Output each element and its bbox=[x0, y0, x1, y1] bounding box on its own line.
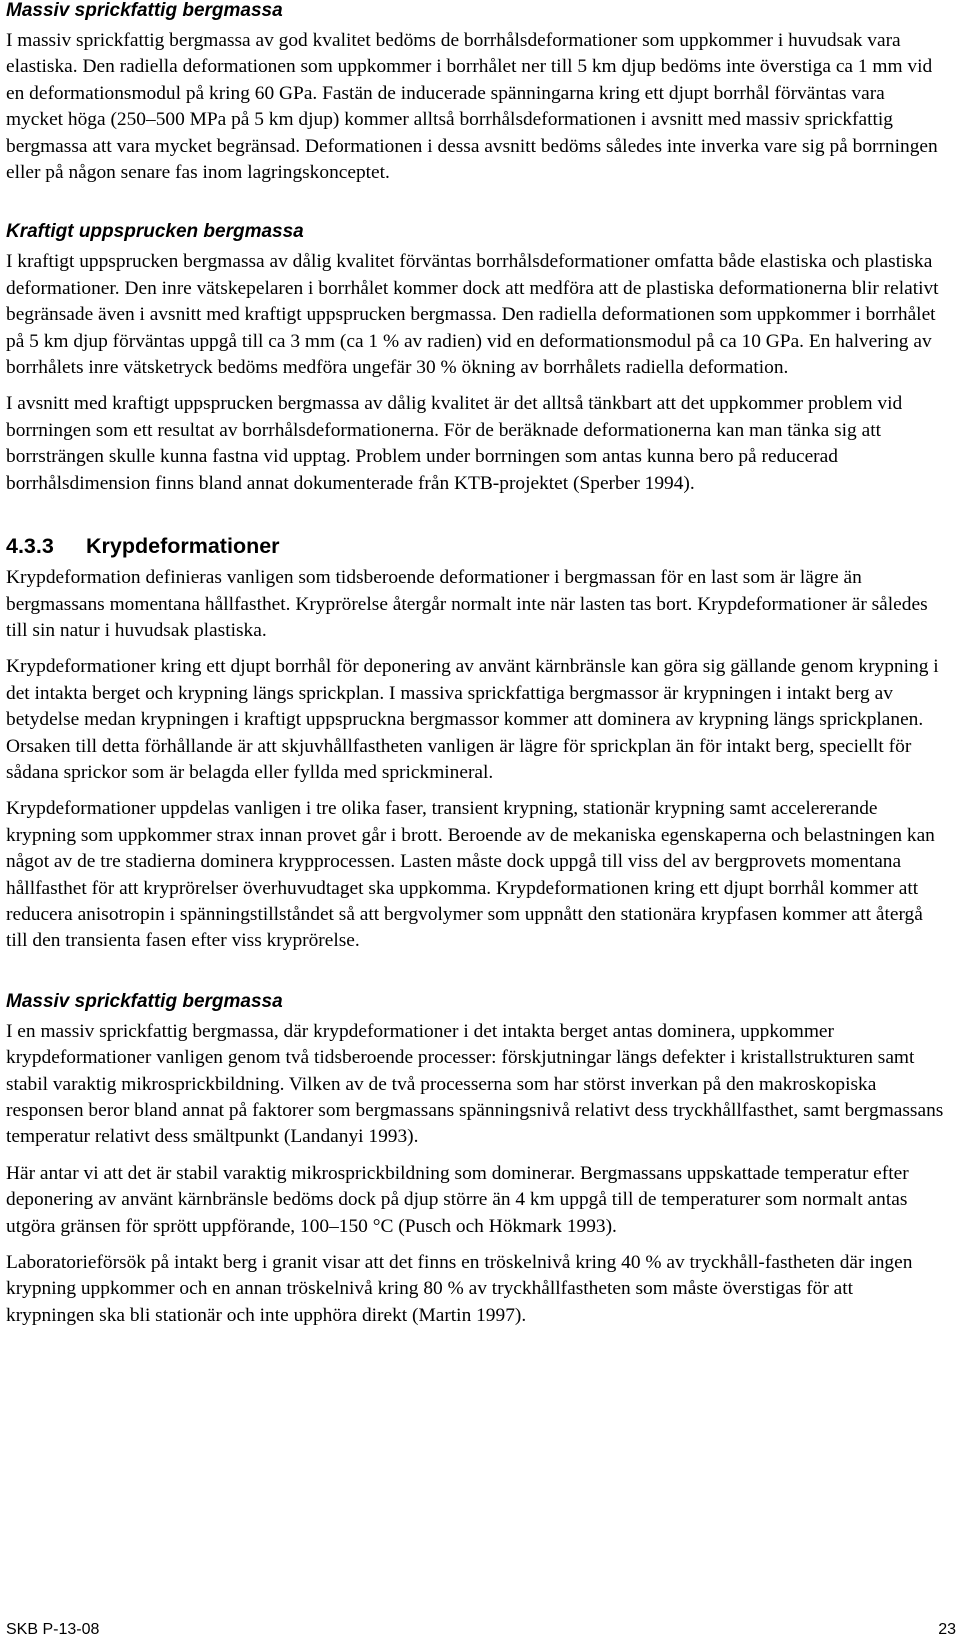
subsection-massiv-1 bbox=[6, 0, 946, 186]
page-number: 23 bbox=[938, 1621, 956, 1638]
paragraph: I massiv sprickfattig bergmassa av god kvalitet bedöms de borrhålsdeformationer som uppkommer i huvudsak vara elastiska. Den radiella deformationen som uppkommer i borrhålet ner till 5 km djup bedöms inte överstiga ca 1 mm vid en deformationsmodul på kring 60 GPa. Fastän de inducerade spänningarna kring ett djupt borrhål förväntas vara mycket höga (250–500 MPa på 5 km djup) kommer alltså borrhålsdeformationen i avsnitt med massiv sprickfattig bergmassa att vara mycket begränsad. Deformationen i dessa avsnitt bedöms således inte inverka vare sig på borrningen eller på någon senare fas inom lagringskonceptet. bbox=[6, 30, 938, 184]
section-number: 4.3.3 bbox=[6, 534, 54, 559]
paragraph: I kraftigt uppsprucken bergmassa av dålig kvalitet förväntas borrhålsdeformationer omfatta både elastiska och plastiska deformationer. Den inre vätskepelaren i borrhålet kommer dock att medföra att de plastiska deformationerna blir relativt begränsade även i avsnitt med kraftigt uppsprucken bergmassa. Den radiella deformationen som uppkommer i borrhålet på 5 km djup förväntas uppgå till ca 3 mm (ca 1 % av radien) vid en deformationsmodul på ca 10 GPa. En halvering av borrhålets inre vätsketryck bedöms medföra ungefär 30 % ökning av borrhålets radiella deformation. bbox=[6, 251, 939, 379]
paragraph: I avsnitt med kraftigt uppsprucken bergmassa av dålig kvalitet är det alltså tänkbart att det uppkommer problem vid borrningen som ett resultat av borrhålsdeformationerna. För de beräknade deformationerna kan man tänka sig att borrsträngen skulle kunna fastna vid upptag. Problem under borrningen som antas kunna bero på reducerad borrhålsdimension finns bland annat dokumenterade från KTB-projektet (Sperber 1994). bbox=[6, 393, 903, 494]
section-title: Krypdeformationer bbox=[86, 534, 280, 559]
section-heading bbox=[6, 533, 946, 559]
page-footer bbox=[6, 1620, 956, 1640]
subsection-heading: Massiv sprickfattig bergmassa bbox=[6, 990, 283, 1012]
paragraph: Krypdeformationer kring ett djupt borrhål för deponering av använt kärnbränsle kan göra sig gällande genom krypning i det intakta berget och krypning längs sprickplan. I massiva sprickfattiga bergmassor är krypningen i intakt berg av betydelse medan krypningen i kraftigt uppsprucknа bergmassor kommer att dominera av krypning längs sprickplanen. Orsaken till detta förhållande är att skjuvhållfastheten vanligen är lägre för sprickplan än för intakt berg, speciellt för sådana sprickor som är belagda eller fyllda med sprickmineral. bbox=[6, 656, 939, 783]
section-krypdeformationer bbox=[6, 533, 946, 955]
paragraph: Laboratorieförsök på intakt berg i granit visar att det finns en tröskelnivå kring 40 % av tryckhåll-fastheten där ingen krypning uppkommer och en annan tröskelnivå kring 80 % av tryckhållfastheten som måste överstigas för att krypningen ska bli stationär och inte upphöra direkt (Martin 1997). bbox=[6, 1252, 913, 1326]
subsection-massiv-2 bbox=[6, 991, 946, 1329]
document-page bbox=[6, 0, 946, 1329]
subsection-kraftigt bbox=[6, 221, 946, 497]
subsection-heading: Massiv sprickfattig bergmassa bbox=[6, 0, 283, 21]
paragraph: Krypdeformationer uppdelas vanligen i tre olika faser, transient krypning, stationär krypning samt accelererande krypning som uppkommer strax innan provet går i brott. Beroende av de mekaniska egenskaperna och belastningen kan något av de tre stadierna dominera krypprocessen. Lasten måste dock uppgå till viss del av bergprovets momentana hållfasthet för att kryprörelser överhuvudtaget ska uppkomma. Krypdeformationen kring ett djupt borrhål kommer att reducera anisotropin i spänningstillståndet så att bergvolymer som uppnått den stationära krypfasen kommer att återgå till den transienta fasen efter viss kryprörelse. bbox=[6, 798, 935, 952]
paragraph: Krypdeformation definieras vanligen som tidsberoende deformationer i bergmassan för en last som är lägre än bergmassans momentana hållfasthet. Kryprörelse återgår normalt inte när lasten tas bort. Krypdeformationer är således till sin natur i huvudsak plastiska. bbox=[6, 567, 928, 641]
subsection-heading: Kraftigt uppsprucken bergmassa bbox=[6, 221, 304, 243]
paragraph: Här antar vi att det är stabil varaktig mikrosprickbildning som dominerar. Bergmassans uppskattade temperatur efter deponering av använt kärnbränsle bedöms dock på djup större än 4 km uppgå till de temperaturer som normalt antas utgöra gränsen för sprött uppförande, 100–150 °C (Pusch och Hökmark 1993). bbox=[6, 1162, 909, 1237]
report-id: SKB P-13-08 bbox=[6, 1621, 100, 1638]
paragraph: I en massiv sprickfattig bergmassa, där krypdeformationer i det intakta berget antas dominera, uppkommer krypdeformationer vanligen genom två tidsberoende processer: förskjutningar längs defekter i kristallstrukturen samt stabil varaktig mikrosprickbildning. Vilken av de två processerna som har störst inverkan på den makroskopiska responsen beror bland annat på faktorer som bergmassans spänningsnivå relativt dess tryckhållfasthet, samt bergmassans temperatur relativt dess smältpunkt (Landanyi 1993). bbox=[6, 1020, 944, 1148]
